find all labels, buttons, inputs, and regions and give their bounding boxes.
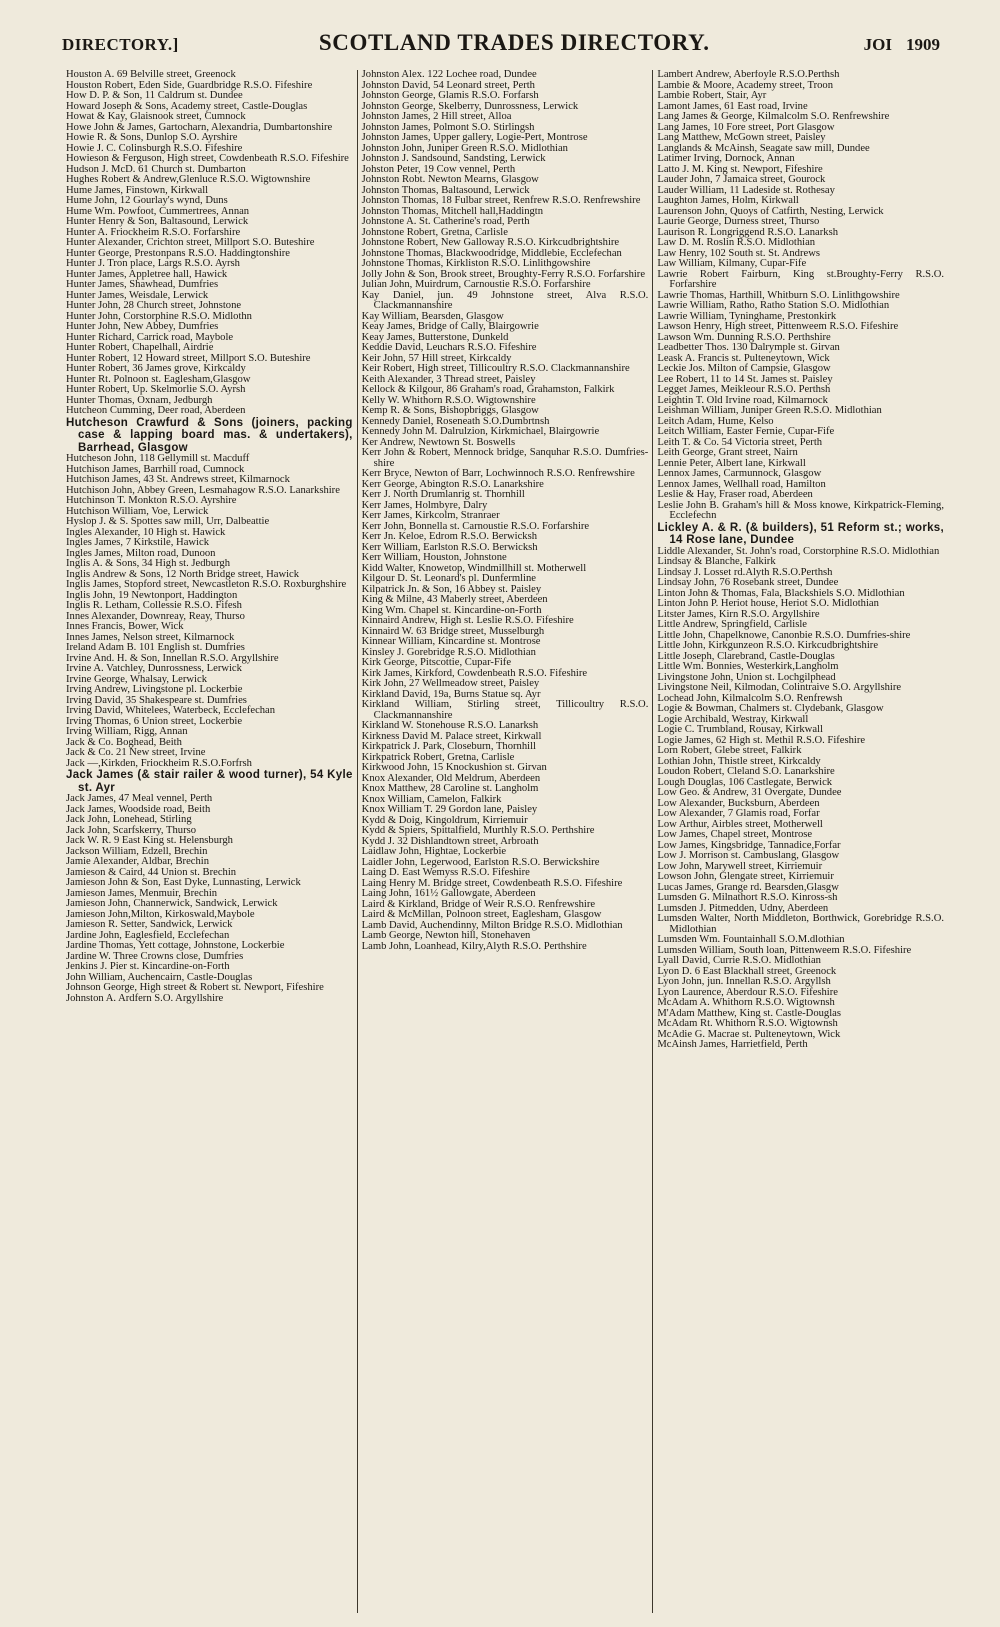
directory-entry: Low Arthur, Airbles street, Motherwell (657, 818, 823, 830)
directory-entry: Hunter James, Appletree hall, Hawick (66, 268, 228, 280)
directory-entry: Lyon Laurence, Aberdour R.S.O. Fifeshire (657, 986, 838, 998)
directory-entry: Kirkland William, Stirling street, Tillicoultry R.S.O. Clackmannanshire (361, 699, 649, 721)
directory-entry: Lumsden Walter, North Middleton, Borthwick, Gorebridge R.S.O. Midlothian (657, 913, 945, 935)
directory-entry: Kerr Jn. Keloe, Edrom R.S.O. Berwicksh (361, 531, 538, 542)
directory-entry: Lawson Henry, High street, Pittenweem R.S.O. Fifeshire (657, 321, 899, 332)
directory-entry: Hunter Alexander, Crichton street, Millport S.O. Buteshire (66, 237, 315, 248)
directory-entry: Hutcheson John, 118 Gellymill st. Macduff (66, 453, 250, 464)
directory-entry: Hunter James, Shawhead, Dumfries (66, 279, 219, 290)
directory-entry: Hughes Robert & Andrew,Glenluce R.S.O. Wigtownshire (66, 174, 311, 185)
directory-entry: Lowson John, Glengate street, Kirriemuir (657, 871, 834, 882)
directory-entry: Howe John & James, Gartocharn, Alexandria, Dumbartonshire (66, 121, 333, 133)
directory-entry: Hunter James, Weisdale, Lerwick (66, 289, 209, 301)
directory-entry: Inglis A. & Sons, 34 High st. Jedburgh (66, 558, 231, 569)
column-1 (62, 70, 357, 1613)
directory-entry: Lawson Wm. Dunning R.S.O. Perthshire (657, 331, 831, 343)
directory-entry: Lumsden G. Milnathort R.S.O. Kinross-sh (657, 892, 838, 903)
directory-entry: Laird & McMillan, Polnoon street, Eaglesham, Glasgow (361, 909, 602, 920)
directory-entry: Law William, Kilmany, Cupar-Fife (657, 258, 807, 269)
directory-entry: Laing D. East Wemyss R.S.O. Fifeshire (361, 867, 530, 878)
directory-entry: Lothian John, Thistle street, Kirkcaldy (657, 755, 821, 767)
directory-entry: Kelly W. Whithorn R.S.O. Wigtownshire (361, 394, 536, 406)
directory-entry: Keddie David, Leuchars R.S.O. Fifeshire (361, 342, 537, 353)
directory-entry: Law D. M. Roslin R.S.O. Midlothian (657, 237, 816, 248)
directory-entry: Livingstone John, Union st. Lochgilphead (657, 671, 836, 683)
directory-entry: Hutchison James, Barrhill road, Cumnock (66, 463, 245, 475)
featured-directory-entry: Jack James (& stair railer & wood turner), 54 Kyle st. Ayr (66, 769, 353, 794)
directory-entry: Inglis John, 19 Newtonport, Haddington (66, 589, 238, 601)
directory-entry: Jack James, 47 Meal vennel, Perth (66, 793, 213, 804)
directory-entry: Irvine A. Vatchley, Dunrossness, Lerwick (66, 663, 242, 674)
directory-entry: Jack W. R. 9 East King st. Helensburgh (66, 835, 233, 846)
directory-entry: Johnston Robt. Newton Mearns, Glasgow (361, 174, 539, 185)
directory-entry: Johnstone Thomas, Kirkliston R.S.O. Linlithgowshire (361, 258, 591, 269)
directory-entry: Hunter Rt. Polnoon st. Eaglesham,Glasgow (66, 373, 251, 385)
directory-entry: Leslie John B. Graham's hill & Moss knowe, Kirkpatrick-Fleming, Ecclefechn (657, 499, 945, 521)
directory-entry: Lamb David, Auchendinny, Milton Bridge R.S.O. Midlothian (361, 919, 623, 931)
directory-entry: Inglis Andrew & Sons, 12 North Bridge street, Hawick (66, 568, 300, 580)
directory-entry: Keir Robert, High street, Tillicoultry R.S.O. Clackmannanshire (361, 363, 630, 374)
directory-entry: Houston Robert, Eden Side, Guardbridge R.S.O. Fifeshire (66, 79, 313, 91)
header-index-and-page (850, 35, 940, 55)
directory-entry: Johnston James, Upper gallery, Logie-Pert, Montrose (361, 132, 588, 143)
directory-entry: Johnstone Robert, Gretna, Carlisle (361, 226, 508, 238)
directory-entry: Lamb George, Newton hill, Stonehaven (361, 930, 531, 941)
directory-entry: Johnston George, Skelberry, Dunrossness, Lerwick (361, 100, 579, 112)
directory-entry: Kinsley J. Gorebridge R.S.O. Midlothian (361, 646, 536, 658)
directory-entry: Johnston David, 54 Leonard street, Perth (361, 79, 535, 91)
directory-entry: Lennie Peter, Albert lane, Kirkwall (657, 457, 806, 469)
directory-entry: Jolly John & Son, Brook street, Broughty-Ferry R.S.O. Forfarshire (361, 268, 646, 280)
directory-entry: Hudson J. McD. 61 Church st. Dumbarton (66, 163, 246, 175)
directory-entry: Lang James, 10 Fore street, Port Glasgow (657, 121, 835, 133)
directory-entry: Kinnaird W. 63 Bridge street, Musselburgh (361, 625, 545, 637)
directory-entry: Low James, Kingsbridge, Tannadice,Forfar (657, 839, 841, 851)
directory-entry: Jack & Co. Boghead, Beith (66, 736, 182, 748)
directory-entry: Linton John P. Heriot house, Heriot S.O. Midlothian (657, 598, 879, 609)
directory-entry: Latimer Irving, Dornock, Annan (657, 153, 795, 164)
directory-entry: Lyon D. 6 East Blackhall street, Greenock (657, 965, 837, 977)
directory-entry: Low John, Marywell street, Kirriemuir (657, 860, 823, 872)
directory-entry: Low Alexander, Bucksburn, Aberdeen (657, 797, 820, 809)
directory-entry: Ker Andrew, Newtown St. Boswells (361, 436, 516, 448)
directory-entry: Low J. Morrison st. Cambuslang, Glasgow (657, 850, 840, 861)
directory-entry: Innes Francis, Bower, Wick (66, 621, 184, 632)
directory-entry: Kirkpatrick J. Park, Closeburn, Thornhill (361, 741, 536, 752)
directory-entry: Lindsay J. Losset rd.Alyth R.S.O.Perthsh (657, 566, 833, 578)
directory-entry: Lawrie William, Ratho, Ratho Station S.O. Midlothian (657, 300, 890, 311)
directory-entry: Kirkwood John, 15 Knockushion st. Girvan (361, 762, 547, 773)
directory-entry: Leitch William, Easter Fernie, Cupar-Fife (657, 426, 835, 437)
directory-entry: Logie Archibald, Westray, Kirkwall (657, 713, 809, 725)
directory-entry: Low Alexander, 7 Glamis road, Forfar (657, 808, 820, 819)
directory-entry: Jamieson James, Menmuir, Brechin (66, 887, 218, 899)
directory-entry: Innes James, Nelson street, Kilmarnock (66, 631, 235, 643)
directory-entry: Johnston Thomas, 18 Fulbar street, Renfrew R.S.O. Renfrewshire (361, 195, 641, 206)
directory-entry: Hunter Henry & Son, Baltasound, Lerwick (66, 216, 249, 227)
directory-entry: Kerr James, Holmbyre, Dalry (361, 499, 488, 511)
directory-entry: Keir John, 57 Hill street, Kirkcaldy (361, 352, 512, 364)
directory-entry: Lawrie Thomas, Harthill, Whitburn S.O. Linlithgowshire (657, 289, 900, 301)
directory-entry: Little John, Kirkgunzeon R.S.O. Kirkcudbrightshire (657, 640, 879, 651)
directory-entry: Lawrie Robert Fairburn, King st.Broughty-Ferry R.S.O. Forfarshire (657, 268, 945, 290)
directory-entry: Jamie Alexander, Aldbar, Brechin (66, 856, 210, 867)
directory-entry: How D. P. & Son, 11 Caldrum st. Dundee (66, 90, 243, 101)
directory-entry: Kirkland David, 19a, Burns Statue sq. Ayr (361, 688, 541, 700)
directory-entry: Logie James, 62 High st. Methil R.S.O. Fifeshire (657, 734, 866, 746)
directory-entry: Keith Alexander, 3 Thread street, Paisley (361, 373, 536, 385)
directory-entry: Linton John & Thomas, Fala, Blackshiels S.O. Midlothian (657, 587, 905, 599)
directory-entry: Lauder John, 7 Jamaica street, Gourock (657, 174, 826, 185)
directory-entry: Hutchinson T. Monkton R.S.O. Ayrshire (66, 495, 237, 506)
directory-entry: Kerr William, Houston, Johnstone (361, 552, 507, 563)
directory-entry: Kinnear William, Kincardine st. Montrose (361, 636, 541, 647)
directory-entry: Logie & Bowman, Chalmers st. Clydebank, Glasgow (657, 703, 884, 714)
directory-entry: Howard Joseph & Sons, Academy street, Castle-Douglas (66, 100, 308, 112)
directory-entry: Kay William, Bearsden, Glasgow (361, 310, 504, 322)
directory-entry: Hutchison John, Abbey Green, Lesmahagow R.S.O. Lanarkshire (66, 484, 340, 496)
featured-directory-entry: Lickley A. & R. (& builders), 51 Reform st.; works, 14 Rose lane, Dundee (657, 521, 945, 546)
featured-directory-entry: Hutcheson Crawfurd & Sons (joiners, packing case & lapping board mas. & undertakers), Barrhead, Glasgow (66, 416, 353, 454)
directory-entry: Hunter John, Corstorphine R.S.O. Midlothn (66, 310, 252, 322)
directory-entry: Knox Alexander, Old Meldrum, Aberdeen (361, 772, 541, 784)
directory-entry: Hunter A. Friockheim R.S.O. Forfarshire (66, 226, 241, 238)
directory-entry: Jamieson R. Setter, Sandwick, Lerwick (66, 919, 233, 930)
directory-entry: Howie J. C. Colinsburgh R.S.O. Fifeshire (66, 142, 243, 154)
directory-entry: Lochead John, Kilmalcolm S.O. Renfrewsh (657, 692, 843, 704)
directory-entry: Knox William, Camelon, Falkirk (361, 793, 502, 805)
directory-entry: Kilpatrick Jn. & Son, 16 Abbey st. Paisley (361, 583, 542, 595)
directory-entry: Lambie Robert, Stair, Ayr (657, 90, 767, 101)
directory-entry: Livingstone Neil, Kilmodan, Colintraive S.O. Argyllshire (657, 682, 902, 693)
directory-entry: Little Joseph, Clarebrand, Castle-Douglas (657, 650, 835, 662)
directory-entry: Lough Douglas, 106 Castlegate, Berwick (657, 776, 833, 788)
directory-entry: King & Milne, 43 Maberly street, Aberdeen (361, 594, 548, 605)
directory-entry: Jamieson & Caird, 44 Union st. Brechin (66, 866, 237, 878)
directory-entry: Irving William, Rigg, Annan (66, 726, 188, 737)
directory-entry: Ingles James, 7 Kirkstile, Hawick (66, 537, 209, 548)
directory-entry: Knox William T. 29 Gordon lane, Paisley (361, 804, 538, 815)
directory-entry: Lumsden J. Pitmedden, Udny, Aberdeen (657, 902, 829, 914)
directory-entry: Hutchison James, 43 St. Andrews street, Kilmarnock (66, 474, 290, 485)
directory-entry: Laird & Kirkland, Bridge of Weir R.S.O. Renfrewshire (361, 898, 596, 910)
directory-entry: Kidd Walter, Knowetop, Windmillhill st. Motherwell (361, 562, 587, 574)
directory-entry: Lucas James, Grange rd. Bearsden,Glasgw (657, 881, 839, 893)
directory-entry: Kerr George, Abington R.S.O. Lanarkshire (361, 478, 544, 490)
directory-entry: Hunter John, New Abbey, Dumfries (66, 321, 219, 332)
directory-entry: Lumsden William, South loan, Pittenweem R.S.O. Fifeshire (657, 944, 912, 956)
directory-entry: Kirk James, Kirkford, Cowdenbeath R.S.O. Fifeshire (361, 667, 588, 679)
directory-entry: Irving David, 35 Shakespeare st. Dumfries (66, 694, 247, 706)
directory-entry: Leckie Jos. Milton of Campsie, Glasgow (657, 363, 831, 374)
directory-entry: Laurison R. Longriggend R.S.O. Lanarksh (657, 226, 839, 238)
directory-entry: Lyon John, jun. Innellan R.S.O. Argyllsh (657, 976, 831, 987)
directory-entry: Johnston James, 2 Hill street, Alloa (361, 111, 512, 122)
header-index: JOI (863, 35, 892, 54)
directory-entry: Laing John, 161½ Gallowgate, Aberdeen (361, 888, 536, 899)
directory-entry: Law Henry, 102 South st. St. Andrews (657, 247, 820, 259)
directory-entry: Jamieson John & Son, East Dyke, Lunnasting, Lerwick (66, 877, 301, 888)
directory-entry: Lindsay John, 76 Rosebank street, Dundee (657, 577, 839, 588)
directory-entry: Lang James & George, Kilmalcolm S.O. Renfrewshire (657, 111, 890, 122)
directory-entry: Kirkpatrick Robert, Gretna, Carlisle (361, 751, 515, 763)
directory-entry: Leadbetter Thos. 130 Dalrymple st. Girvan (657, 342, 840, 353)
directory-entry: Lorn Robert, Glebe street, Falkirk (657, 745, 802, 756)
directory-entry: Kirkland W. Stonehouse R.S.O. Lanarksh (361, 720, 539, 731)
directory-entry: Howat & Kay, Glaisnook street, Cumnock (66, 111, 246, 122)
directory-entry: Johnston George, Glamis R.S.O. Forfarsh (361, 90, 539, 101)
directory-entry: Lambie & Moore, Academy street, Troon (657, 79, 833, 91)
entry-columns (62, 70, 948, 1613)
directory-entry: Kirk John, 27 Wellmeadow street, Paisley (361, 678, 540, 689)
directory-entry: Leitch Adam, Hume, Kelso (657, 415, 774, 427)
directory-entry: Lambert Andrew, Aberfoyle R.S.O.Perthsh (657, 70, 840, 80)
directory-entry: Lamb John, Loanhead, Kilry,Alyth R.S.O. Perthshire (361, 940, 587, 952)
directory-entry: Litster James, Kirn R.S.O. Argyllshire (657, 608, 820, 620)
directory-entry: Hyslop J. & S. Spottes saw mill, Urr, Dalbeattie (66, 516, 270, 527)
directory-entry: Irving Thomas, 6 Union street, Lockerbie (66, 715, 243, 727)
directory-entry: Irvine And. H. & Son, Innellan R.S.O. Argyllshire (66, 652, 279, 664)
directory-entry: Johnston John, Juniper Green R.S.O. Midlothian (361, 142, 568, 154)
directory-entry: Kerr William, Earlston R.S.O. Berwicksh (361, 541, 538, 553)
directory-entry: Johnston Alex. 122 Lochee road, Dundee (361, 70, 537, 80)
directory-entry: Kennedy Daniel, Roseneath S.O.Dumbrtnsh (361, 415, 550, 427)
directory-entry: Johnston Thomas, Baltasound, Lerwick (361, 184, 530, 196)
directory-entry: Hunter Robert, 12 Howard street, Millport S.O. Buteshire (66, 352, 311, 364)
directory-entry: Keay James, Butterstone, Dunkeld (361, 331, 509, 343)
directory-entry: Lawrie William, Tyninghame, Prestonkirk (657, 310, 837, 322)
directory-entry: Kirk George, Pitscottie, Cupar-Fife (361, 657, 512, 668)
directory-entry: Lindsay & Blanche, Falkirk (657, 556, 776, 567)
directory-entry: Jackson William, Edzell, Brechin (66, 845, 208, 857)
directory-entry: M'Adam Matthew, King st. Castle-Douglas (657, 1007, 841, 1019)
directory-entry: Johnstone A. St. Catherine's road, Perth (361, 216, 530, 227)
directory-entry: Hunter John, 28 Church street, Johnstone (66, 300, 242, 311)
directory-entry: Laing Henry M. Bridge street, Cowdenbeath R.S.O. Fifeshire (361, 877, 623, 889)
directory-entry: Johnson George, High street & Robert st. Newport, Fifeshire (66, 982, 324, 993)
directory-entry: Houston A. 69 Belville street, Greenock (66, 70, 236, 80)
directory-entry: Jack James, Woodside road, Beith (66, 803, 211, 815)
directory-entry: Hume James, Finstown, Kirkwall (66, 184, 209, 196)
directory-entry: Innes Alexander, Downreay, Reay, Thurso (66, 610, 245, 622)
page-header (62, 30, 940, 64)
directory-entry: Johston Peter, 19 Cow vennel, Perth (361, 163, 516, 175)
directory-entry: Leith T. & Co. 54 Victoria street, Perth (657, 436, 823, 448)
directory-entry: John William, Auchencairn, Castle-Douglas (66, 971, 253, 983)
directory-entry: Kilgour D. St. Leonard's pl. Dunfermline (361, 573, 536, 584)
directory-entry: Howieson & Ferguson, High street, Cowdenbeath R.S.O. Fifeshire (66, 153, 349, 164)
directory-entry: Loudon Robert, Cleland S.O. Lanarkshire (657, 766, 835, 777)
directory-entry: Lumsden Wm. Fountainhall S.O.M.dlothian (657, 934, 845, 945)
page-title: SCOTLAND TRADES DIRECTORY. (318, 30, 710, 55)
directory-entry: Jack —,Kirkden, Friockheim R.S.O.Forfrsh (66, 757, 252, 769)
directory-entry: Kirkness David M. Palace street, Kirkwall (361, 730, 542, 742)
directory-entry: Kellock & Kilgour, 86 Graham's road, Grahamston, Falkirk (361, 384, 615, 395)
directory-entry: Irving Andrew, Livingstone pl. Lockerbie (66, 684, 243, 695)
column-2 (357, 70, 653, 1613)
directory-entry: Kerr James, Kirkcolm, Stranraer (361, 510, 500, 521)
directory-entry: Laurie George, Durness street, Thurso (657, 216, 820, 227)
directory-entry: Legget James, Meikleour R.S.O. Perthsh (657, 384, 831, 395)
directory-entry: Hunter J. Tron place, Largs R.S.O. Ayrsh (66, 258, 240, 269)
page-number: 1909 (905, 35, 940, 54)
directory-entry: Lyall David, Currie R.S.O. Midlothian (657, 955, 821, 966)
directory-entry: Lang Matthew, McGown street, Paisley (657, 132, 826, 143)
column-3 (652, 70, 948, 1613)
directory-entry: Kydd & Doig, Kingoldrum, Kirriemuir (361, 814, 528, 826)
directory-entry: Laidler John, Legerwood, Earlston R.S.O. Berwickshire (361, 856, 600, 868)
directory-entry: Knox Matthew, 28 Caroline st. Langholm (361, 783, 539, 794)
directory-entry: Laughton James, Holm, Kirkwall (657, 195, 799, 206)
header-section-label: DIRECTORY.] (62, 35, 179, 54)
directory-entry: Leightin T. Old Irvine road, Kilmarnock (657, 394, 828, 406)
directory-entry: Johnstone Robert, New Galloway R.S.O. Kirkcudbrightshire (361, 237, 620, 248)
directory-entry: Jamieson John,Milton, Kirkoswald,Maybole (66, 908, 255, 920)
directory-entry: Kerr John & Robert, Mennock bridge, Sanquhar R.S.O. Dumfries-shire (361, 447, 649, 469)
directory-entry: Kerr John, Bonnella st. Carnoustie R.S.O. Forfarshire (361, 520, 590, 532)
directory-entry: Jack & Co. 21 New street, Irvine (66, 747, 206, 758)
directory-entry: Langlands & McAinsh, Seagate saw mill, Dundee (657, 142, 870, 154)
directory-entry: Ireland Adam B. 101 English st. Dumfries (66, 642, 245, 653)
directory-entry: Howie R. & Sons, Dunlop S.O. Ayrshire (66, 132, 238, 143)
directory-entry: Jenkins J. Pier st. Kincardine-on-Forth (66, 961, 230, 972)
directory-entry: Liddle Alexander, St. John's road, Corstorphine R.S.O. Midlothian (657, 545, 940, 557)
directory-entry: Lauder William, 11 Ladeside st. Rothesay (657, 184, 835, 196)
directory-entry: Jardine Thomas, Yett cottage, Johnstone, Lockerbie (66, 940, 285, 951)
directory-entry: Kinnaird Andrew, High st. Leslie R.S.O. Fifeshire (361, 615, 574, 626)
directory-entry: Hutchison William, Voe, Lerwick (66, 505, 209, 517)
directory-entry: Lamont James, 61 East road, Irvine (657, 100, 808, 112)
directory-entry: Irvine George, Whalsay, Lerwick (66, 673, 207, 685)
directory-entry: Leslie & Hay, Fraser road, Aberdeen (657, 489, 813, 500)
directory-entry: Hunter George, Prestonpans R.S.O. Haddingtonshire (66, 247, 291, 259)
directory-entry: McAdam Rt. Whithorn R.S.O. Wigtownsh (657, 1018, 838, 1029)
directory-entry: King Wm. Chapel st. Kincardine-on-Forth (361, 604, 542, 616)
directory-entry: Latto J. M. King st. Newport, Fifeshire (657, 163, 823, 175)
directory-entry: Hunter Robert, 36 James grove, Kirkcaldy (66, 363, 246, 374)
directory-entry: Irving David, Whitelees, Waterbeck, Ecclefechan (66, 705, 276, 716)
directory-entry: Johnston James, Polmont S.O. Stirlingsh (361, 121, 535, 133)
directory-entry: Hunter Thomas, Oxnam, Jedburgh (66, 394, 213, 406)
directory-entry: Laidlaw John, Hightae, Lockerbie (361, 846, 507, 857)
directory-entry: Keay James, Bridge of Cally, Blairgowrie (361, 321, 539, 332)
directory-entry: Kerr J. North Drumlanrig st. Thornhill (361, 489, 525, 500)
directory-entry: Ingles Alexander, 10 High st. Hawick (66, 526, 226, 538)
directory-entry: Leask A. Francis st. Pulteneytown, Wick (657, 352, 830, 364)
directory-entry: Lee Robert, 11 to 14 St. James st. Paisley (657, 373, 833, 385)
directory-entry: Jardine John, Eaglesfield, Ecclefechan (66, 929, 230, 941)
directory-entry: Leith George, Grant street, Nairn (657, 447, 798, 458)
directory-entry: Jack John, Lonehead, Stirling (66, 814, 192, 825)
directory-entry: McAinsh James, Harrietfield, Perth (657, 1039, 808, 1050)
directory-entry: Kydd & Spiers, Spittalfield, Murthly R.S.O. Perthshire (361, 825, 595, 836)
directory-entry: Inglis R. Letham, Collessie R.S.O. Fifesh (66, 600, 242, 611)
directory-entry: Jack John, Scarfskerry, Thurso (66, 824, 197, 836)
directory-entry: Jardine W. Three Crowns close, Dumfries (66, 950, 244, 962)
directory-entry: Johnston A. Ardfern S.O. Argyllshire (66, 992, 224, 1004)
directory-entry: Kay Daniel, jun. 49 Johnstone street, Alva R.S.O. Clackmannanshire (361, 289, 649, 311)
directory-entry: Johnston Thomas, Mitchell hall,Haddingtn (361, 205, 544, 217)
directory-entry: Hume Wm. Powfoot, Cummertrees, Annan (66, 205, 250, 217)
directory-entry: Ingles James, Milton road, Dunoon (66, 547, 216, 559)
directory-entry: Kemp R. & Sons, Bishopbriggs, Glasgow (361, 405, 539, 416)
directory-entry: Kennedy John M. Dalrulzion, Kirkmichael, Blairgowrie (361, 426, 600, 437)
directory-entry: Hunter Richard, Carrick road, Maybole (66, 331, 234, 343)
directory-entry: Low Geo. & Andrew, 31 Overgate, Dundee (657, 787, 842, 798)
directory-entry: Lennox James, Carmunnock, Glasgow (657, 468, 822, 479)
directory-entry: Johnstone Thomas, Blackwoodridge, Middlebie, Ecclefechan (361, 247, 622, 259)
directory-entry: Julian John, Muirdrum, Carnoustie R.S.O. Forfarshire (361, 279, 591, 290)
directory-entry: Little John, Chapelknowe, Canonbie R.S.O. Dumfries-shire (657, 629, 911, 641)
directory-entry: Leishman William, Juniper Green R.S.O. Midlothian (657, 405, 882, 416)
directory-entry: Logie C. Trumbland, Rousay, Kirkwall (657, 724, 823, 735)
directory-entry: Little Wm. Bonnies, Westerkirk,Langholm (657, 661, 839, 672)
directory-entry: Johnston J. Sandsound, Sandsting, Lerwick (361, 153, 546, 164)
directory-entry: Inglis James, Stopford street, Newcastleton R.S.O. Roxburghshire (66, 579, 347, 590)
directory-entry: Kydd J. 32 Dishlandtown street, Arbroath (361, 835, 539, 847)
directory-entry: Hutcheon Cumming, Deer road, Aberdeen (66, 405, 246, 416)
directory-entry: McAdie G. Macrae st. Pulteneytown, Wick (657, 1028, 841, 1040)
directory-entry: Little Andrew, Springfield, Carlisle (657, 619, 808, 630)
directory-entry: Laurenson John, Quoys of Catfirth, Nesting, Lerwick (657, 205, 884, 217)
directory-entry: Hunter Robert, Up. Skelmorlie S.O. Ayrsh (66, 384, 246, 395)
directory-entry: Kerr Bryce, Newton of Barr, Lochwinnoch R.S.O. Renfrewshire (361, 468, 635, 479)
directory-entry: Jamieson John, Channerwick, Sandwick, Lerwick (66, 898, 278, 909)
directory-entry: Hunter Robert, Chapelhall, Airdrie (66, 342, 214, 353)
directory-entry: Low James, Chapel street, Montrose (657, 829, 813, 840)
directory-entry: Hume John, 12 Gourlay's wynd, Duns (66, 195, 228, 206)
directory-entry: Lennox James, Wellhall road, Hamilton (657, 478, 826, 490)
directory-entry: McAdam A. Whithorn R.S.O. Wigtownsh (657, 997, 835, 1008)
